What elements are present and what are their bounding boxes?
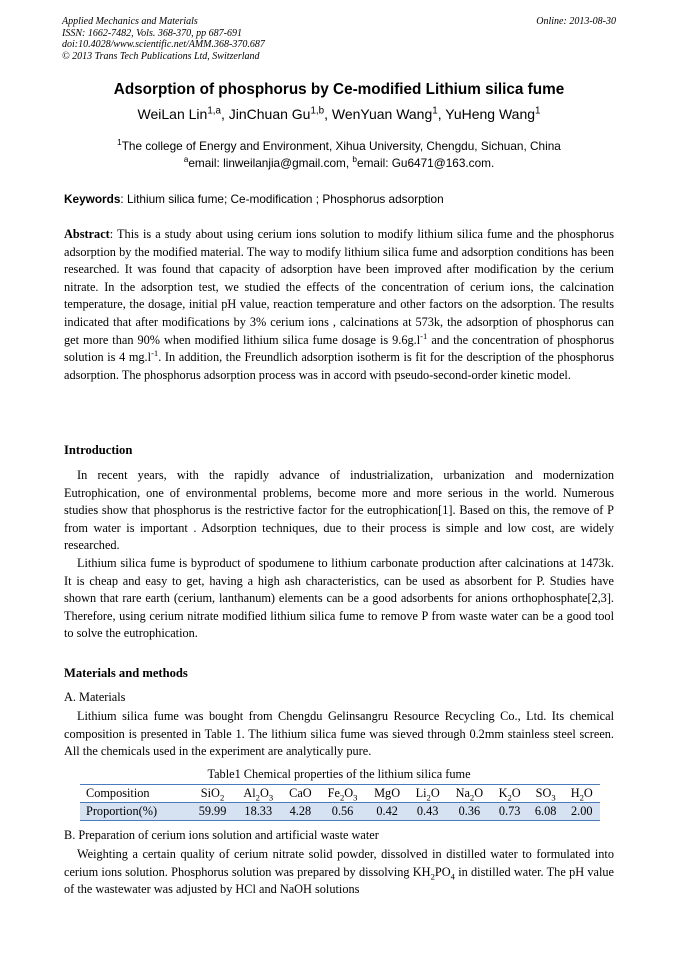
table-cell: 59.99 — [198, 804, 227, 818]
keywords — [64, 192, 444, 206]
table-column-header: $H_2O$ — [570, 786, 593, 803]
keywords-text: : Lithium silica fume; Ce-modification ; Phosphorus adsorption — [120, 192, 444, 206]
paragraph-text: PO — [434, 864, 451, 879]
preparation-paragraph — [64, 846, 614, 899]
abstract-text: : This is a study about using cerium ions solution to modify lithium silica fume and the phosphorus adsorption by the modified material. The way to modify lithium silica fume and adsorption conditions has been researched. It was found that capacity of adsorption have been improved after modification by the cerium nitrate. In the adsorption test, we studied the effects of the concentration of cerium ions, the calcination temperature, the dosage, initial pH value, reaction temperature and other factors on the adsorption. The results indicated that after modifications by 3% cerium ions , calcinations at 573k, the adsorption of phosphorus can get more than 90% when modified lithium silica fume dosage is 9.6g.l — [64, 227, 614, 347]
materials-paragraph: Lithium silica fume was bought from Chengdu Gelinsangru Resource Recycling Co., Ltd. Its chemical composition is presented in Table 1. The lithium silica fume was sieved through 0.2mm stainless steel screen. All the chemicals used in the experiment are analytically pure. — [64, 709, 614, 759]
author-name: JinChuan Gu — [228, 106, 311, 122]
table-cell: 4.28 — [289, 804, 312, 818]
introduction-paragraph: In recent years, with the rapidly advance of industrialization, urbanization and modernization Eutrophication, one of environmental problems, become more and more serious in the world. Numerous studies show that phosphorus is the restrictive factor for the eutrophication[1]. Based on this, the remove of P from water is important . Adsorption techniques, due to their process is simple and low cost, are widely researched. — [64, 468, 614, 553]
author-name: YuHeng Wang — [445, 106, 536, 122]
table-row-label: Proportion(%) — [86, 804, 158, 818]
affiliation-mark: 1 — [117, 138, 122, 148]
paper-title: Adsorption of phosphorus by Ce-modified Lithium silica fume — [113, 81, 565, 98]
journal-issn: ISSN: 1662-7482, Vols. 368-370, pp 687-691 — [62, 27, 242, 39]
author-separator: , — [437, 106, 446, 122]
chemical-properties-table — [80, 784, 600, 821]
author-separator: , — [324, 106, 332, 122]
journal-header — [62, 16, 265, 62]
journal-doi: doi:10.4028/www.scientific.net/AMM.368-370.687 — [62, 39, 265, 50]
preparation-subheading: B. Preparation of cerium ions solution and artificial waste water — [64, 828, 379, 842]
introduction-paragraph: Lithium silica fume is byproduct of spodumene to lithium carbonate production after calcinations at 1473k. It is cheap and easy to get, having a high ash characteristics, can be used as absorbent for P. Studies have shown that rare earth (cerium, lanthanum) elements can be a good adsorbents for anions orthophosphate[2,3]. Therefore, using cerium nitrate modified lithium silica fume to remove P from waste water can be a good tool to solve the eutrophication. — [64, 556, 614, 641]
email-line — [0, 155, 678, 172]
methods-heading: Materials and methods — [64, 666, 188, 680]
materials-subheading: A. Materials — [64, 690, 126, 704]
table-column-header: $SO_3$ — [535, 786, 556, 803]
affiliation-text: The college of Energy and Environment, Xihua University, Chengdu, Sichuan, China — [121, 139, 561, 153]
table-cell: 0.43 — [416, 804, 439, 818]
author-name: WeiLan Lin — [137, 106, 208, 122]
paragraph-text: Weighting a certain quality of cerium nitrate solid powder, dissolved in distilled water to formulated into cerium ions solution. Phosphorus solution was prepared by dissolving KH — [64, 847, 614, 879]
table-column-header: MgO — [374, 786, 401, 800]
formula-subscript: 4 — [450, 871, 455, 882]
online-date: Online: 2013-08-30 — [536, 16, 616, 27]
author-name: WenYuan Wang — [331, 106, 433, 122]
table-cell: 0.73 — [498, 804, 521, 818]
author-affiliation-mark: 1,b — [310, 105, 325, 117]
email-mark-b: b — [352, 155, 358, 165]
journal-copyright: © 2013 Trans Tech Publications Ltd, Switzerland — [62, 50, 260, 62]
author-affiliation-mark: 1 — [535, 105, 541, 117]
email-mark-a: a — [183, 155, 189, 165]
abstract-sup: -1 — [151, 348, 159, 359]
affiliation-line — [0, 138, 678, 155]
author-affiliation-mark: 1,a — [207, 105, 221, 117]
formula-subscript: 2 — [430, 871, 435, 882]
table-column-header: $K_2O$ — [498, 786, 521, 803]
author-list — [0, 106, 678, 122]
table-column-header: $Fe_2O_3$ — [327, 786, 358, 803]
table-column-header: CaO — [289, 786, 312, 800]
abstract-text: and the concentration of phosphorus solution is 4 mg.l — [64, 332, 615, 365]
table-column-header: $Al_2O_3$ — [243, 786, 274, 803]
email-a[interactable]: email: linweilanjia@gmail.com, — [188, 156, 353, 170]
table-cell: 0.56 — [331, 804, 354, 818]
table-column-header: $Na_2O$ — [455, 786, 484, 803]
introduction-heading: Introduction — [64, 443, 133, 457]
table-cell: 18.33 — [244, 804, 273, 818]
abstract-label: Abstract — [64, 227, 110, 241]
abstract — [64, 226, 614, 384]
table-header-row — [80, 785, 600, 803]
paragraph-text: in distilled water. The pH value of the wastewater was adjusted by HCl and NaOH solutions — [64, 864, 614, 897]
journal-name: Applied Mechanics and Materials — [62, 16, 198, 27]
table-column-header: SiO$_2$ — [200, 786, 225, 803]
author-affiliation-mark: 1 — [432, 105, 438, 117]
table-cell: 2.00 — [570, 804, 593, 818]
keywords-label: Keywords — [64, 192, 121, 206]
abstract-sup: -1 — [420, 330, 428, 341]
table-cell: 6.08 — [534, 804, 557, 818]
table-cell: 0.42 — [376, 804, 398, 818]
table-cell: 0.36 — [458, 804, 481, 818]
email-b[interactable]: email: Gu6471@163.com. — [357, 156, 495, 170]
table-row-label: Composition — [86, 786, 150, 800]
author-separator: , — [220, 106, 229, 122]
affiliation-block — [0, 138, 678, 172]
table-caption: Table1 Chemical properties of the lithium silica fume — [207, 767, 471, 781]
abstract-text: . In addition, the Freundlich adsorption isotherm is fit for the description of the phosphorus adsorption. The phosphorus adsorption process was in accord with pseudo-second-order kinetic model. — [64, 350, 614, 382]
table-row — [80, 803, 600, 821]
table-column-header: $Li_2O$ — [415, 786, 440, 803]
